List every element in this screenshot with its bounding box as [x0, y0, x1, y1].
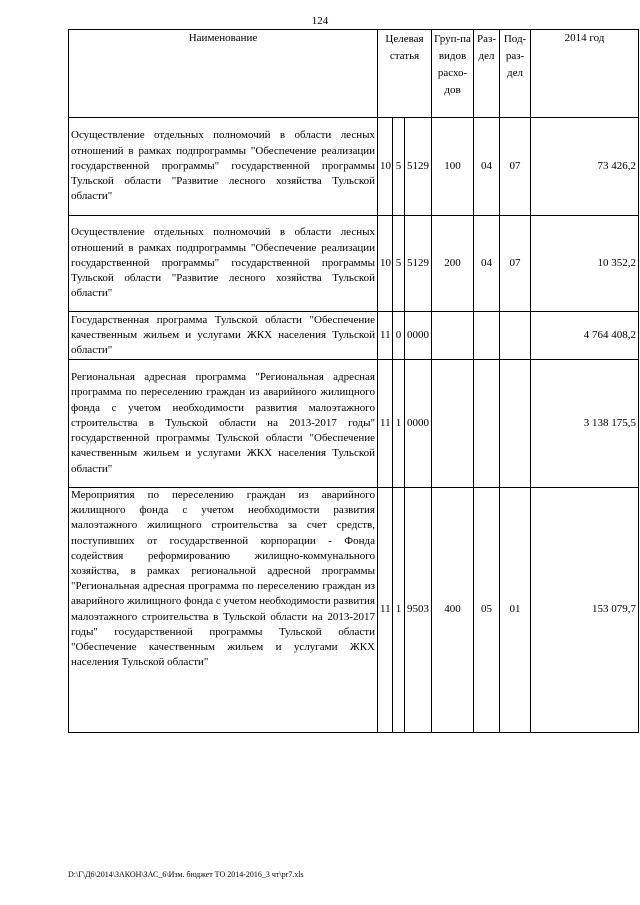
table-row	[69, 118, 639, 216]
row-group: 200	[432, 216, 474, 312]
header-section: Раз-дел	[474, 30, 500, 118]
header-group: Груп-па видов расхо-дов	[432, 30, 474, 118]
row-name: Региональная адресная программа "Региональная адресная программа по переселению граждан из аварийного жилищного фонда с учетом необходимости развития малоэтажного строительства в Тульской области на 2013-2017 годы" государственной программы Тульской области "Обеспечение качественным жильем и услугами ЖКХ населения Тульской области"	[69, 360, 378, 488]
row-section: 04	[474, 216, 500, 312]
row-code-2: 1	[393, 488, 405, 733]
row-amount: 153 079,7	[531, 488, 639, 733]
row-code-3: 0000	[405, 312, 432, 360]
row-subsection	[500, 312, 531, 360]
row-group: 100	[432, 118, 474, 216]
row-section	[474, 360, 500, 488]
row-code-1: 11	[378, 488, 393, 733]
file-path: D:\Г\Д6\2014\ЗАКОН\ЗАС_6\Изм. бюджет ТО 2014-2016_3 чт\pr7.xls	[68, 870, 304, 879]
row-subsection	[500, 360, 531, 488]
row-group	[432, 312, 474, 360]
row-subsection: 01	[500, 488, 531, 733]
row-code-1: 11	[378, 360, 393, 488]
row-code-3: 5129	[405, 216, 432, 312]
table-row	[69, 360, 639, 488]
budget-table	[68, 29, 639, 733]
row-code-2: 5	[393, 216, 405, 312]
row-group	[432, 360, 474, 488]
row-name: Осуществление отдельных полномочий в области лесных отношений в рамках подпрограммы "Обеспечение реализации государственной программы" государственной программы Тульской области "Развитие лесного хозяйства Тульской области"	[69, 118, 378, 216]
table-row	[69, 488, 639, 733]
row-section	[474, 312, 500, 360]
page-number: 124	[311, 15, 329, 27]
row-amount: 10 352,2	[531, 216, 639, 312]
row-code-1: 11	[378, 312, 393, 360]
row-code-2: 1	[393, 360, 405, 488]
row-code-3: 5129	[405, 118, 432, 216]
table-header	[69, 30, 639, 118]
row-code-1: 10	[378, 216, 393, 312]
row-code-3: 0000	[405, 360, 432, 488]
header-target: Целевая статья	[378, 30, 432, 118]
row-amount: 73 426,2	[531, 118, 639, 216]
row-section: 05	[474, 488, 500, 733]
table-row	[69, 216, 639, 312]
header-subsection: Под-раз-дел	[500, 30, 531, 118]
row-subsection: 07	[500, 118, 531, 216]
row-code-2: 0	[393, 312, 405, 360]
row-amount: 4 764 408,2	[531, 312, 639, 360]
row-name: Мероприятия по переселению граждан из аварийного жилищного фонда с учетом необходимости развития малоэтажного жилищного строительства за счет средств, поступивших от государственной корпорации - Фонда содействия реформированию жилищно-коммунального хозяйства, в рамках региональной адресной программы "Региональная адресная программа по переселению граждан из аварийного жилищного фонда с учетом необходимости развития малоэтажного строительства в Тульской области на 2013-2017 годы" государственной программы Тульской области "Обеспечение качественным жильем и услугами ЖКХ населения Тульской области"	[69, 488, 378, 733]
row-code-2: 5	[393, 118, 405, 216]
row-subsection: 07	[500, 216, 531, 312]
row-amount: 3 138 175,5	[531, 360, 639, 488]
row-code-3: 9503	[405, 488, 432, 733]
row-group: 400	[432, 488, 474, 733]
table-row	[69, 312, 639, 360]
row-name: Государственная программа Тульской области "Обеспечение качественным жильем и услугами ЖКХ населения Тульской области"	[69, 312, 378, 360]
row-name: Осуществление отдельных полномочий в области лесных отношений в рамках подпрограммы "Обеспечение реализации государственной программы" государственной программы Тульской области "Развитие лесного хозяйства Тульской области"	[69, 216, 378, 312]
header-name: Наименование	[69, 30, 378, 118]
header-year: 2014 год	[531, 30, 639, 118]
row-code-1: 10	[378, 118, 393, 216]
row-section: 04	[474, 118, 500, 216]
